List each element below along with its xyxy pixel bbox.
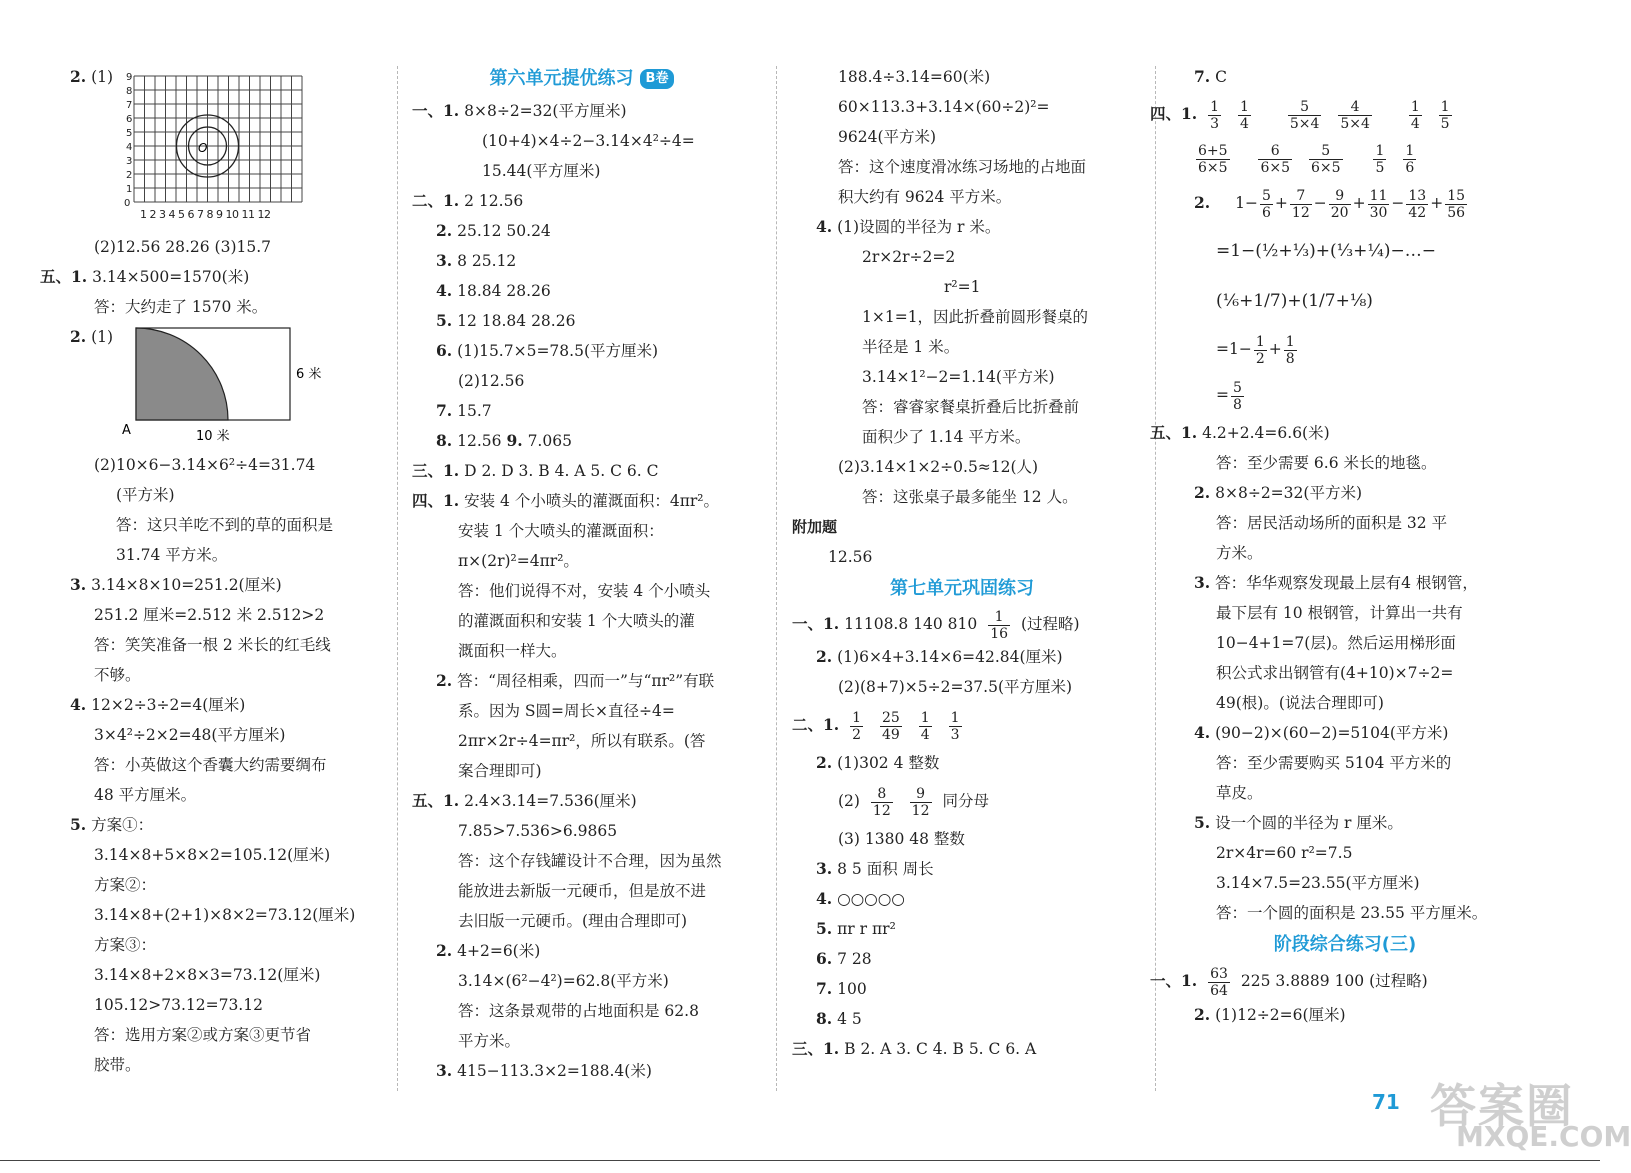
question-number: 7. <box>436 401 453 420</box>
numerator: 5 <box>1233 379 1242 396</box>
answer-line: 4+2=6(米) <box>457 942 541 960</box>
corner-label: A <box>122 423 131 438</box>
denominator: 5×4 <box>1340 115 1370 132</box>
fraction <box>1309 143 1343 176</box>
answer-line: 60×113.3+3.14×(60÷2)²= <box>838 98 1050 116</box>
numerator: 63 <box>1210 965 1228 982</box>
answer-line: 48 平方厘米。 <box>94 786 197 804</box>
operator: + <box>1352 194 1366 212</box>
title-text: 第六单元提优练习 <box>489 68 634 89</box>
numerator: 15 <box>1447 187 1466 204</box>
answer-line: ○○○○○ <box>837 890 905 908</box>
section-label: 一、1. <box>792 614 840 633</box>
answer-line: 方案①： <box>91 816 154 834</box>
fraction <box>1373 143 1386 176</box>
answer-line: 案合理即可) <box>458 762 542 780</box>
answer-line: 答：这张桌子最多能坐 12 人。 <box>862 488 1078 506</box>
fraction <box>1409 99 1422 132</box>
denominator: 12 <box>1291 204 1310 221</box>
denominator: 5×4 <box>1289 115 1320 132</box>
answer-line: 15.7 <box>457 402 492 420</box>
answer-line: 答：“周径相乘，四而一”与“πr²”有联 <box>457 672 715 690</box>
answer-line: 11108.8 140 810 <box>844 615 978 633</box>
coordinate-grid <box>114 66 354 234</box>
answer-line: =1−(½+⅓)+(⅓+¼)−…− <box>1216 241 1436 261</box>
answer-line: 2 12.56 <box>464 192 524 210</box>
question-number: 6. <box>816 949 833 968</box>
y-tick: 0 <box>124 198 131 209</box>
numerator: 1 <box>950 709 960 726</box>
answer-line: 3.14×8+(2+1)×8×2=73.12(厘米) <box>94 906 356 924</box>
numerator: 4 <box>1338 99 1372 116</box>
denominator: 3 <box>950 726 960 743</box>
section-label: 五、1. <box>1150 423 1198 442</box>
numerator: 1 <box>1210 98 1220 115</box>
answer-line: D 2. D 3. B 4. A 5. C 6. C <box>464 462 659 480</box>
answer-line: 积公式求出钢管有(4+10)×7÷2= <box>1216 664 1454 682</box>
page-number: 71 <box>1372 1090 1400 1114</box>
answer-line: 答：笑笑准备一根 2 米长的红毛线 <box>94 636 331 654</box>
denominator: 5 <box>1440 115 1450 132</box>
answer-line: 8×8÷2=32(平方厘米) <box>464 102 627 120</box>
answer-line: 答：至少需要 6.6 米长的地毯。 <box>1216 454 1437 472</box>
column-4: 7. C 四、1. $\frac{1}{3}$ $\frac{1}{4}$ $\frac{5}{5\times 4}$ $\frac{4}{5\times 4}$ $\frac{1}{4}$ $\frac{1}{5}$ $\frac{6+5}{6\times 5}$ $\frac{6}{6\times 5}$ $\frac{5}{6\times 5}$ $\frac{1}{5}$ $\frac{1}{6}$ 2. 1− $\frac{5}{6}$ + $\frac{7}{12}$ − $\frac{9}{20}$ + $\frac{11}{30}$ − $\frac{13}{42}$ + $\frac{15}{56}$ =1−(½+⅓)+(⅓+¼)−…− (⅙+1/7)+(1/7+⅛) =1− $\frac{1}{2}$ + $\frac{1}{8}$ = $\frac{5}{8}$ 五、1. 4.2+2.4=6.6(米) 答：至少需要 6.6 米长的地毯。 2. 8×8÷2=32(平方米) 答：居民活动场所的面积是 32 平 方米。 3. 答：华华观察发现最上层有4 根钢管， 最下层有 10 根钢管，计算出一共有 10−4+1=7(层)。然后运用梯形面 积公式求出钢管有(4+10)×7÷2= 49(根)。(说法合理即可) 4. (90−2)×(60−2)=5104(平方米) 答：至少需要购买 5104 平方米的 草皮。 5. 设一个圆的半径为 r 厘米。 2r×4r=60 r²=7.5 3.14×7.5=23.55(平方厘米) 答：一个圆的面积是 23.55 平方厘米。 阶段综合练习(三) 一、1. $\frac{63}{64}$ 225 3.8889 100 (过程略) 2. (1)12÷2=6(厘米) <box>1170 62 1520 1030</box>
answer-line: 草皮。 <box>1216 784 1263 802</box>
numerator: 11 <box>1369 187 1388 204</box>
question-number: 2. <box>816 647 833 666</box>
bottom-border <box>0 1160 1600 1161</box>
answer-line: (1)6×4+3.14×6=42.84(厘米) <box>837 648 1063 666</box>
operator: + <box>1430 194 1444 212</box>
denominator: 6×5 <box>1198 159 1228 176</box>
answer-line: 8 5 面积 周长 <box>837 860 934 878</box>
answer-line: 8×8÷2=32(平方米) <box>1215 484 1362 502</box>
operator: − <box>1313 194 1327 212</box>
watermark: 答案圈 <box>1430 1079 1574 1133</box>
numerator: 5 <box>1261 187 1271 204</box>
numerator: 1 <box>852 709 862 726</box>
section-label: 三、1. <box>792 1039 840 1058</box>
answer-line: 半径是 1 米。 <box>862 338 960 356</box>
answer-line: 3.14×500=1570(米) <box>92 268 250 286</box>
answer-line: 188.4÷3.14=60(米) <box>838 68 991 86</box>
answer-line: 溉面积一样大。 <box>458 642 567 660</box>
y-tick: 9 <box>126 72 133 83</box>
fraction <box>988 609 1010 642</box>
y-tick: 8 <box>126 86 133 97</box>
numerator: 6 <box>1258 143 1292 160</box>
answer-line: 去旧版一元硬币。(理由合理即可) <box>458 912 688 930</box>
answer-line: 安装 1 个大喷头的灌溉面积： <box>458 522 664 540</box>
fraction <box>1338 99 1372 132</box>
answer-line: 2r×4r=60 r²=7.5 <box>1216 844 1353 862</box>
section-label: 二、1. <box>792 715 840 734</box>
numerator: 7 <box>1290 188 1312 205</box>
expression-part: =1− <box>1216 340 1252 358</box>
numerator: 8 <box>871 786 893 803</box>
operator: + <box>1274 194 1288 212</box>
answer-line: 105.12>73.12=73.12 <box>94 996 263 1014</box>
column-divider <box>397 66 398 1091</box>
answer-line: 12.56 <box>828 548 873 566</box>
answer-line: 方案③： <box>94 936 157 954</box>
section-label: 三、1. <box>412 461 460 480</box>
question-number: 3. <box>436 1061 453 1080</box>
answer-line: 答：至少需要购买 5104 平方米的 <box>1216 754 1452 772</box>
answer-line: 积大约有 9624 平方米。 <box>838 188 1012 206</box>
denominator: 49 <box>881 726 900 743</box>
numerator: 1 <box>1440 98 1450 115</box>
numerator: 1 <box>1410 98 1420 115</box>
column-1 <box>40 62 390 1080</box>
column-3 <box>792 62 1132 1064</box>
denominator: 5 <box>1375 159 1385 176</box>
answer-line: 系。因为 S圆=周长×直径÷4= <box>458 702 675 720</box>
numerator: 25 <box>881 709 900 726</box>
denominator: 4 <box>1239 115 1249 132</box>
question-number: 2. <box>1194 483 1211 502</box>
answer-line: 答：这条景观带的占地面积是 62.8 <box>458 1002 699 1020</box>
answer-line: 12.56 <box>457 432 502 450</box>
column-divider <box>1155 66 1156 1091</box>
numerator: 6+5 <box>1198 142 1228 159</box>
answer-line: 平方米。 <box>458 1032 521 1050</box>
center-label: O <box>198 141 208 155</box>
denominator: 4 <box>1410 115 1420 132</box>
numerator: 1 <box>988 609 1010 626</box>
fraction <box>1208 99 1221 132</box>
answer-line: 答：这个速度滑冰练习场地的占地面 <box>838 158 1087 176</box>
fraction <box>949 710 962 743</box>
section-label: 一、1. <box>1150 971 1198 990</box>
answer-line: 3.14×1²−2=1.14(平方米) <box>862 368 1055 386</box>
question-number: 2. <box>816 753 833 772</box>
question-number: 9. <box>506 431 523 450</box>
side-label: 6 米 <box>296 367 322 382</box>
operator: − <box>1391 194 1405 212</box>
answer-line: 10−4+1=7(层)。然后运用梯形面 <box>1216 634 1456 652</box>
fraction <box>1254 334 1267 367</box>
answer-line: 答：华华观察发现最上层有4 根钢管， <box>1215 574 1478 592</box>
denominator: 6×5 <box>1310 159 1341 176</box>
answer-line: 1×1=1，因此折叠前圆形餐桌的 <box>862 308 1089 326</box>
numerator: 5 <box>1309 143 1343 160</box>
answer-line: 8 25.12 <box>457 252 517 270</box>
denominator: 6 <box>1405 159 1415 176</box>
answer-line: (2)10×6−3.14×6²÷4=31.74 <box>94 456 316 474</box>
numerator: 1 <box>1375 142 1385 159</box>
numerator: 5 <box>1288 99 1322 116</box>
answer-line: 答：这个存钱罐设计不合理，因为虽然 <box>458 852 722 870</box>
answer-line: 2πr×2r÷4=πr²，所以有联系。(答 <box>458 732 706 750</box>
answer-line: 答：居民活动场所的面积是 32 平 <box>1216 514 1448 532</box>
fraction <box>871 786 893 819</box>
answer-line: 3.14×8×10=251.2(厘米) <box>91 576 282 594</box>
question-number: 5. <box>436 311 453 330</box>
q2-figure-block <box>70 322 390 450</box>
answer-line: 3.14×(6²−4²)=62.8(平方米) <box>458 972 669 990</box>
fraction <box>1208 966 1230 999</box>
question-number: 2. <box>1194 193 1211 212</box>
section-title: 第七单元巩固练习 <box>890 578 1034 599</box>
fraction <box>1445 188 1467 221</box>
rectangle-figure <box>114 322 344 447</box>
title-tag: B卷 <box>640 69 675 89</box>
answer-line: 答：他们说得不对，安装 4 个小喷头 <box>458 582 711 600</box>
answer-line: C <box>1215 68 1227 86</box>
denominator: 2 <box>852 726 862 743</box>
numerator: 1 <box>1285 333 1295 350</box>
answer-line: 设一个圆的半径为 r 厘米。 <box>1215 814 1403 832</box>
answer-line: 同分母 <box>942 792 989 810</box>
denominator: 4 <box>920 726 930 743</box>
answer-line: 4.2+2.4=6.6(米) <box>1202 424 1330 442</box>
fraction <box>1406 188 1428 221</box>
y-tick: 1 <box>126 184 133 195</box>
expression-part: 1− <box>1235 194 1258 212</box>
answer-line: 方米。 <box>1216 544 1263 562</box>
y-tick: 6 <box>126 114 133 125</box>
fraction <box>850 710 863 743</box>
fraction <box>910 786 932 819</box>
section-label: 四、1. <box>1150 104 1198 123</box>
y-tick: 2 <box>126 170 133 181</box>
question-number: 8. <box>816 1009 833 1028</box>
question-number: 7. <box>816 979 833 998</box>
answer-line: (平方米) <box>116 486 175 504</box>
answer-line: 7 28 <box>837 950 872 968</box>
answer-line: 答：小英做这个香囊大约需要绸布 <box>94 756 327 774</box>
shaded-quarter-circle <box>136 328 228 420</box>
extra-question-title: 附加题 <box>792 518 838 536</box>
fraction <box>919 710 932 743</box>
answer-line: (1)12÷2=6(厘米) <box>1215 1006 1346 1024</box>
denominator: 42 <box>1408 204 1427 221</box>
answer-line: 3.14×7.5=23.55(平方厘米) <box>1216 874 1420 892</box>
watermark-url: MXQE.COM <box>1456 1120 1631 1153</box>
answer-line: 3.14×8+2×8×3=73.12(厘米) <box>94 966 321 984</box>
question-number: 4. <box>816 217 833 236</box>
part-label: (1) <box>91 68 114 86</box>
denominator: 12 <box>872 802 891 819</box>
question-number: 3. <box>70 575 87 594</box>
question-number: 4. <box>816 889 833 908</box>
answer-line: 安装 4 个小喷头的灌溉面积：4πr²。 <box>464 492 720 510</box>
numerator: 1 <box>1255 333 1265 350</box>
answer-line: 答：睿睿家餐桌折叠后比折叠前 <box>862 398 1080 416</box>
answer-line: 最下层有 10 根钢管，计算出一共有 <box>1216 604 1463 622</box>
answer-line: (2)12.56 <box>458 372 525 390</box>
section-label: 四、1. <box>412 491 460 510</box>
answer-line: 胶带。 <box>94 1056 141 1074</box>
answer-line: 2r×2r÷2=2 <box>862 248 956 266</box>
numerator: 1 <box>1239 98 1249 115</box>
denominator: 56 <box>1447 204 1466 221</box>
bottom-label: 10 米 <box>196 429 230 444</box>
fraction <box>1290 188 1312 221</box>
question-number: 3. <box>436 251 453 270</box>
question-number: 2. <box>70 327 87 346</box>
answer-line: 7.85>7.536>6.9865 <box>458 822 618 840</box>
denominator: 12 <box>911 802 930 819</box>
fraction <box>1231 380 1244 413</box>
denominator: 64 <box>1210 982 1228 999</box>
question-number: 6. <box>436 341 453 360</box>
answer-line: (2)3.14×1×2÷0.5≈12(人) <box>838 458 1039 476</box>
question-number: 2. <box>1194 1005 1211 1024</box>
answer-line: 225 3.8889 100 (过程略) <box>1240 972 1428 990</box>
denominator: 16 <box>990 625 1009 642</box>
answer-line: 9624(平方米) <box>838 128 937 146</box>
denominator: 2 <box>1255 350 1265 367</box>
answer-line: 答：一个圆的面积是 23.55 平方厘米。 <box>1216 904 1488 922</box>
numerator: 1 <box>1405 142 1415 159</box>
column-2 <box>412 62 752 1086</box>
denominator: 20 <box>1330 204 1349 221</box>
section-label: 二、1. <box>412 191 460 210</box>
question-number: 5. <box>70 815 87 834</box>
question-number: 4. <box>436 281 453 300</box>
numerator: 1 <box>920 709 930 726</box>
answer-line: 答：选用方案②或方案③更节省 <box>94 1026 312 1044</box>
question-number: 4. <box>1194 723 1211 742</box>
answer-line: 7.065 <box>527 432 572 450</box>
answer-line: πr r πr² <box>837 920 896 938</box>
answer-line: 415−113.3×2=188.4(米) <box>457 1062 652 1080</box>
answer-line: 能放进去新版一元硬币，但是放不进 <box>458 882 707 900</box>
answer-line: π×(2r)²=4πr²。 <box>458 552 579 570</box>
answer-line: (90−2)×(60−2)=5104(平方米) <box>1215 724 1449 742</box>
answer-line: 面积少了 1.14 平方米。 <box>862 428 1031 446</box>
y-tick: 7 <box>126 100 133 111</box>
denominator: 3 <box>1210 115 1220 132</box>
section-title: 阶段综合练习(三) <box>1273 934 1417 955</box>
question-number: 3. <box>1194 573 1211 592</box>
answer-line: 3×4²÷2×2=48(平方厘米) <box>94 726 286 744</box>
numerator: 9 <box>910 786 932 803</box>
numerator: 9 <box>1329 188 1351 205</box>
answer-line: 31.74 平方米。 <box>116 546 228 564</box>
x-tick-labels: 1 2 3 4 5 6 7 8 9 10 11 12 <box>140 208 271 221</box>
fraction <box>1368 188 1390 221</box>
section-label: 五、1. <box>40 267 88 286</box>
answer-line: 12×2÷3÷2=4(厘米) <box>91 696 246 714</box>
answer-line: 15.44(平方厘米) <box>482 162 601 180</box>
fraction <box>1403 143 1416 176</box>
fraction <box>1196 143 1230 176</box>
answer-line: 100 <box>837 980 867 998</box>
question-number: 2. <box>70 67 87 86</box>
answer-line: 18.84 28.26 <box>457 282 551 300</box>
answer-line: B 2. A 3. C 4. B 5. C 6. A <box>844 1040 1037 1058</box>
answer-line: 不够。 <box>94 666 141 684</box>
question-number: 4. <box>70 695 87 714</box>
answer-line: (10+4)×4÷2−3.14×4²÷4= <box>482 132 695 150</box>
answer-line: 的灌溉面积和安装 1 个大喷头的灌 <box>458 612 695 630</box>
y-tick: 3 <box>126 156 133 167</box>
question-number: 2. <box>436 221 453 240</box>
answer-line: (⅙+1/7)+(1/7+⅛) <box>1216 291 1373 311</box>
answer-line: (3) 1380 48 整数 <box>838 830 965 848</box>
part-label: (2) <box>838 792 860 810</box>
answer-line: 251.2 厘米=2.512 米 2.512>2 <box>94 606 325 624</box>
column-divider <box>776 66 777 1091</box>
fraction <box>1439 99 1452 132</box>
expression-part: = <box>1216 386 1229 404</box>
answer-line: (2)(8+7)×5÷2=37.5(平方厘米) <box>838 678 1073 696</box>
answer-line: (1)设圆的半径为 r 米。 <box>837 218 1001 236</box>
question-number: 5. <box>816 919 833 938</box>
section-label: 五、1. <box>412 791 460 810</box>
fraction <box>1288 99 1322 132</box>
denominator: 6 <box>1261 204 1271 221</box>
denominator: 6×5 <box>1260 159 1291 176</box>
answer-line: 12 18.84 28.26 <box>457 312 576 330</box>
answer-line: 25.12 50.24 <box>457 222 551 240</box>
answer-line: (过程略) <box>1020 615 1080 633</box>
question-number: 2. <box>436 671 453 690</box>
question-number: 8. <box>436 431 453 450</box>
fraction <box>1284 334 1297 367</box>
denominator: 8 <box>1233 396 1242 413</box>
q2-answer-rest: (2)12.56 28.26 (3)15.7 <box>94 238 272 256</box>
answer-line: 答：这只羊吃不到的草的面积是 <box>116 516 334 534</box>
fraction <box>1238 99 1251 132</box>
y-tick: 4 <box>126 142 133 153</box>
section-label: 一、1. <box>412 101 460 120</box>
answer-line: 49(根)。(说法合理即可) <box>1216 694 1384 712</box>
question-number: 7. <box>1194 67 1211 86</box>
q2-grid-block <box>70 62 390 232</box>
part-label: (1) <box>91 328 114 346</box>
answer-line: (1)302 4 整数 <box>837 754 940 772</box>
question-number: 5. <box>1194 813 1211 832</box>
numerator: 13 <box>1408 187 1427 204</box>
denominator: 8 <box>1285 350 1295 367</box>
question-number: 3. <box>816 859 833 878</box>
fraction <box>880 710 902 743</box>
fraction <box>1258 143 1292 176</box>
answer-line: (1)15.7×5=78.5(平方厘米) <box>457 342 659 360</box>
question-number: 2. <box>436 941 453 960</box>
section-title <box>412 62 752 96</box>
answer-line: 方案②： <box>94 876 157 894</box>
fraction <box>1329 188 1351 221</box>
answer-line: 3.14×8+5×8×2=105.12(厘米) <box>94 846 331 864</box>
answer-line: 答：大约走了 1570 米。 <box>94 298 268 316</box>
answer-line: r²=1 <box>944 278 981 296</box>
answer-line: 4 5 <box>837 1010 862 1028</box>
fraction <box>1260 188 1273 221</box>
denominator: 30 <box>1369 204 1388 221</box>
y-tick: 5 <box>126 128 133 139</box>
answer-line: 2.4×3.14=7.536(厘米) <box>464 792 637 810</box>
